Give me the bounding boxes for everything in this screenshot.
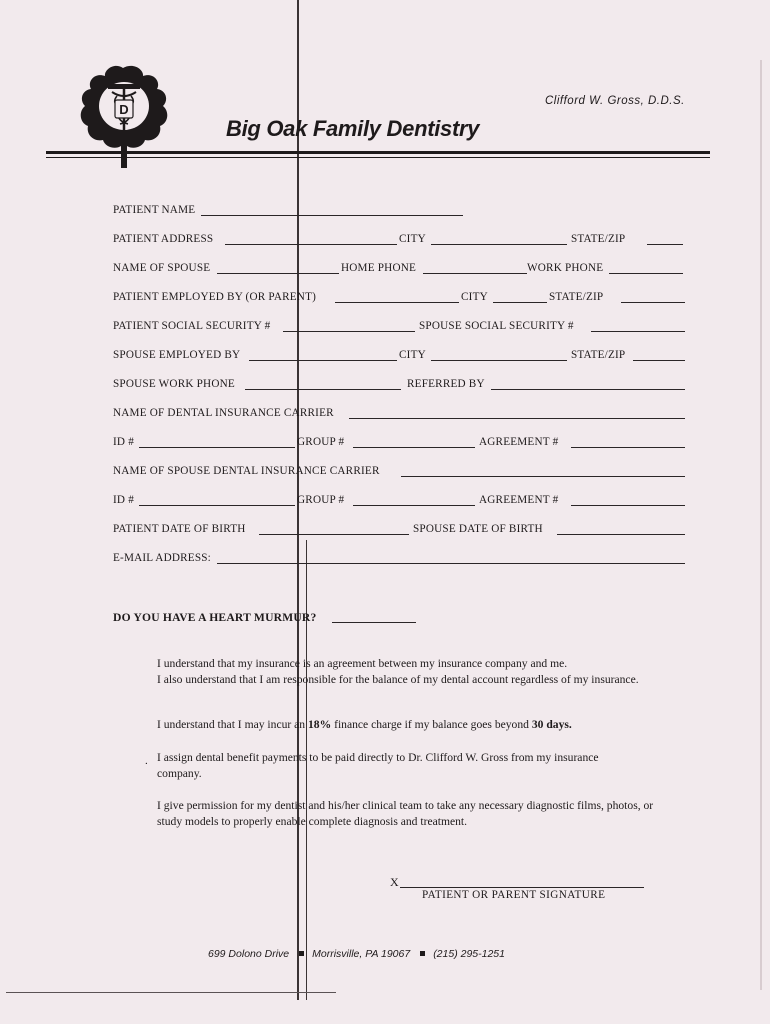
spouse-work-phone-field[interactable]: [245, 377, 401, 390]
heart-murmur-answer-field[interactable]: [332, 622, 416, 623]
scan-edge-shadow: [760, 60, 762, 990]
spouse-insurance-carrier-field[interactable]: [401, 464, 685, 477]
heart-murmur-question: DO YOU HAVE A HEART MURMUR?: [113, 611, 317, 624]
finance-rate: 18%: [308, 718, 332, 731]
logo-monogram: D: [119, 102, 129, 117]
insurance-agreement-statement: [157, 656, 657, 687]
spouse-employer-field[interactable]: [249, 348, 397, 361]
insurance-agreement-label: AGREEMENT #: [479, 436, 559, 448]
patient-address-field[interactable]: [225, 232, 397, 245]
patient-name-field[interactable]: [201, 203, 463, 216]
insurance-id-label: ID #: [113, 436, 134, 448]
footer-phone: (215) 295-1251: [433, 948, 505, 960]
patient-dob-field[interactable]: [259, 522, 409, 535]
insurance-group-field[interactable]: [353, 435, 475, 448]
finance-days: 30 days.: [531, 718, 572, 731]
spouse-name-field[interactable]: [217, 261, 339, 274]
finance-statement-pre: I understand that I may incur an: [157, 718, 308, 731]
employer-state-zip-label: STATE/ZIP: [549, 291, 604, 303]
treatment-permission-statement: I give permission for my dentist and his/her clinical team to take any necessary diagnostic films, photos, or study models to properly enable complete diagnosis and treatment.: [157, 799, 654, 828]
spouse-insurance-group-label: GROUP #: [297, 494, 345, 506]
spouse-dob-field[interactable]: [557, 522, 685, 535]
patient-employer-label: PATIENT EMPLOYED BY (OR PARENT): [113, 291, 317, 303]
patient-name-label: PATIENT NAME: [113, 204, 196, 216]
insurance-statement-line-2: I also understand that I am responsible for the balance of my dental account regardless of my insurance.: [157, 672, 639, 686]
finance-statement-mid: finance charge if my balance goes beyond: [331, 718, 532, 731]
email-label: E-MAIL ADDRESS:: [113, 552, 211, 564]
patient-dob-label: PATIENT DATE OF BIRTH: [113, 523, 246, 535]
patient-employer-field[interactable]: [335, 290, 459, 303]
footer-separator: [299, 951, 304, 956]
footer-address: 699 Dolono Drive: [208, 948, 290, 960]
spouse-insurance-carrier-label: NAME OF SPOUSE DENTAL INSURANCE CARRIER: [113, 465, 380, 477]
patient-ssn-field[interactable]: [283, 319, 415, 332]
footer-city: Morrisville, PA 19067: [312, 948, 411, 960]
scan-bottom-line: [6, 992, 336, 993]
email-field[interactable]: [217, 551, 685, 564]
patient-ssn-label: PATIENT SOCIAL SECURITY #: [113, 320, 271, 332]
header-rule-thin: [46, 157, 710, 158]
patient-address-label: PATIENT ADDRESS: [113, 233, 214, 245]
patient-state-zip-label: STATE/ZIP: [571, 233, 626, 245]
spouse-insurance-group-field[interactable]: [353, 493, 475, 506]
insurance-agreement-field[interactable]: [571, 435, 685, 448]
spouse-employer-city-field[interactable]: [431, 348, 567, 361]
patient-city-label: CITY: [399, 233, 426, 245]
insurance-id-field[interactable]: [139, 435, 295, 448]
header-rule: [46, 151, 710, 154]
spouse-name-label: NAME OF SPOUSE: [113, 262, 211, 274]
work-phone-field[interactable]: [609, 261, 683, 274]
spouse-dob-label: SPOUSE DATE OF BIRTH: [413, 523, 543, 535]
insurance-carrier-label: NAME OF DENTAL INSURANCE CARRIER: [113, 407, 334, 419]
signature-x-mark: X: [390, 875, 399, 889]
dentist-name: Clifford W. Gross, D.D.S.: [545, 95, 685, 107]
spouse-employer-label: SPOUSE EMPLOYED BY: [113, 349, 241, 361]
insurance-statement-line-1: I understand that my insurance is an agreement between my insurance company and me.: [157, 657, 568, 670]
spouse-insurance-agreement-label: AGREEMENT #: [479, 494, 559, 506]
referred-by-field[interactable]: [491, 377, 685, 390]
spouse-insurance-id-field[interactable]: [139, 493, 295, 506]
practice-name: Big Oak Family Dentistry: [226, 116, 480, 141]
employer-city-field[interactable]: [493, 290, 547, 303]
patient-city-field[interactable]: [431, 232, 567, 245]
insurance-carrier-field[interactable]: [349, 406, 685, 419]
referred-by-label: REFERRED BY: [407, 378, 485, 390]
home-phone-label: HOME PHONE: [341, 262, 417, 274]
insurance-group-label: GROUP #: [297, 436, 345, 448]
signature-field[interactable]: [400, 887, 644, 888]
work-phone-label: WORK PHONE: [527, 262, 604, 274]
spouse-employer-city-label: CITY: [399, 349, 426, 361]
employer-state-zip-field[interactable]: [621, 290, 685, 303]
spouse-ssn-label: SPOUSE SOCIAL SECURITY #: [419, 320, 574, 332]
home-phone-field[interactable]: [423, 261, 527, 274]
spouse-work-phone-label: SPOUSE WORK PHONE: [113, 378, 235, 390]
signature-label: PATIENT OR PARENT SIGNATURE: [422, 889, 606, 901]
patient-state-zip-field[interactable]: [647, 232, 683, 245]
employer-city-label: CITY: [461, 291, 488, 303]
finance-charge-statement: [157, 717, 657, 733]
benefit-assignment-statement: I assign dental benefit payments to be paid directly to Dr. Clifford W. Gross from my insurance company.: [157, 751, 599, 780]
footer-separator: [420, 951, 425, 956]
spouse-employer-state-zip-label: STATE/ZIP: [571, 349, 626, 361]
oak-tree-caduceus-icon: [74, 62, 172, 172]
bullet-mark: .: [145, 755, 148, 767]
spouse-insurance-id-label: ID #: [113, 494, 134, 506]
spouse-ssn-field[interactable]: [591, 319, 685, 332]
spouse-insurance-agreement-field[interactable]: [571, 493, 685, 506]
spouse-employer-state-zip-field[interactable]: [633, 348, 685, 361]
footer-contact: [208, 948, 505, 960]
